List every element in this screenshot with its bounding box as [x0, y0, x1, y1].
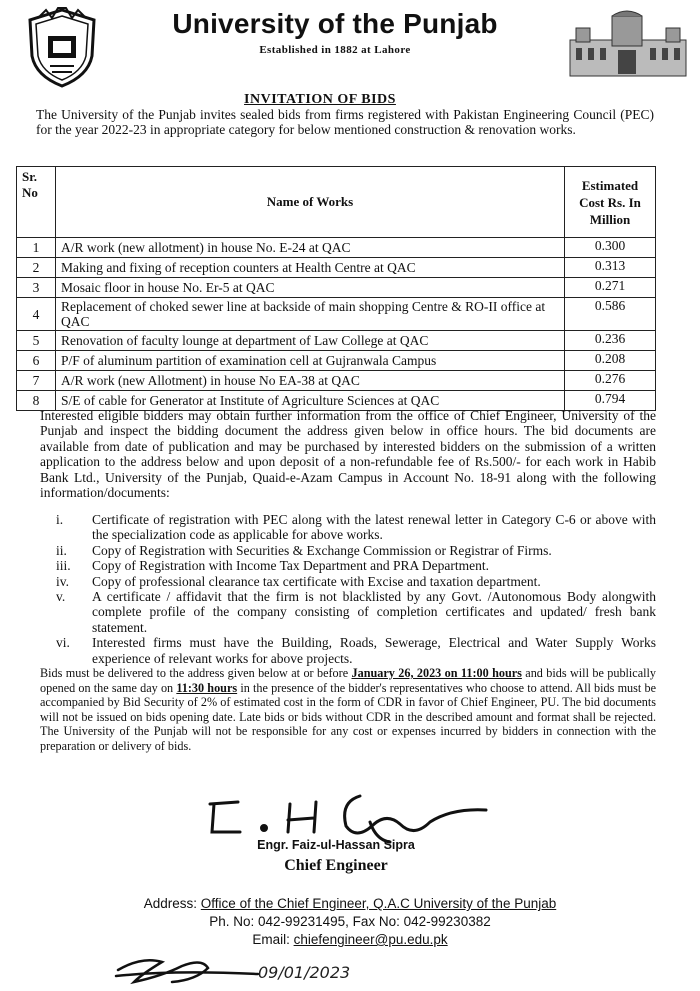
- initials-signature-icon: [112, 952, 262, 988]
- table-row: [17, 371, 656, 391]
- work-name-cell: P/F of aluminum partition of examination cell at Gujranwala Campus: [56, 351, 565, 371]
- sr-cell: 5: [17, 331, 56, 351]
- work-name-cell: A/R work (new allotment) in house No. E-24 at QAC: [56, 238, 565, 258]
- list-item-text: Copy of professional clearance tax certificate with Excise and taxation department.: [92, 573, 541, 589]
- address-block: [110, 895, 590, 949]
- table-row: [17, 278, 656, 298]
- list-item-text: Copy of Registration with Securities & Exchange Commission or Registrar of Firms.: [92, 542, 552, 558]
- list-item-number: ii.: [56, 542, 67, 558]
- requirements-list: [40, 512, 656, 666]
- phone-fax-line: Ph. No: 042-99231495, Fax No: 042-99230382: [209, 914, 491, 929]
- cost-cell: 0.276: [565, 371, 656, 391]
- address-label: Address:: [143, 896, 201, 911]
- sr-cell: 2: [17, 258, 56, 278]
- list-item-number: iii.: [56, 558, 71, 574]
- work-name-cell: Making and fixing of reception counters at Health Centre at QAC: [56, 258, 565, 278]
- list-item: [40, 589, 656, 635]
- list-item: [40, 635, 656, 666]
- closing-text-part2: and bids will be publically opened on the same day on: [40, 666, 656, 695]
- intro-paragraph: The University of the Punjab invites sealed bids from firms registered with Pakistan Engineering Council (PEC) for the year 2022-23 in appropriate category for below mentioned construction & renovation works.: [36, 107, 654, 137]
- list-item-number: iv.: [56, 573, 69, 589]
- address-line: [110, 895, 590, 913]
- list-item-number: v.: [56, 589, 66, 605]
- table-row: [17, 331, 656, 351]
- cost-cell: 0.208: [565, 351, 656, 371]
- deadline-text: January 26, 2023 on 11:00 hours: [351, 666, 522, 680]
- list-item: [40, 512, 656, 543]
- university-title: University of the Punjab: [172, 8, 498, 39]
- list-item: [40, 543, 656, 558]
- sr-cell: 8: [17, 391, 56, 411]
- estimated-cost-header: Estimated Cost Rs. In Million: [565, 167, 656, 238]
- work-name-cell: S/E of cable for Generator at Institute of Agriculture Sciences at QAC: [56, 391, 565, 411]
- cost-cell: 0.586: [565, 298, 656, 331]
- email-line: [110, 931, 590, 949]
- invitation-title: INVITATION OF BIDS: [244, 92, 396, 107]
- opening-time-text: 11:30 hours: [176, 680, 238, 695]
- table-row: [17, 238, 656, 258]
- sr-cell: 1: [17, 238, 56, 258]
- cost-cell: 0.300: [565, 238, 656, 258]
- cost-cell: 0.794: [565, 391, 656, 411]
- work-name-cell: Renovation of faculty lounge at department of Law College at QAC: [56, 331, 565, 351]
- work-name-cell: Replacement of choked sewer line at backside of main shopping Centre & RO-II office at QAC: [56, 298, 565, 331]
- email-label: Email:: [252, 932, 294, 947]
- list-item: [40, 558, 656, 573]
- table-header-row: [17, 167, 656, 238]
- sr-cell: 6: [17, 351, 56, 371]
- closing-text-part1: Bids must be delivered to the address given below at or before: [40, 666, 352, 680]
- bidding-info-paragraph: Interested eligible bidders may obtain further information from the office of Chief Engineer, University of the Punjab and inspect the bidding document the address given below in office hours. The bid documents are available from date of publication and may be purchased by interested bidders on the submission of a written application to the address below and upon deposit of a non-refundable fee of Rs.500/- for each work in Habib Bank Ltd., University of the Punjab, Quaid-e-Azam Campus in Account No. 18-91 along with the following information/documents:: [40, 408, 656, 501]
- list-item-number: vi.: [56, 635, 70, 651]
- list-item: [40, 574, 656, 589]
- sr-cell: 4: [17, 298, 56, 331]
- signatory-title: Chief Engineer: [284, 857, 388, 874]
- name-of-works-header: Name of Works: [56, 167, 565, 238]
- closing-text-part3: in the presence of the bidder's representatives who choose to attend. All bids must be accompanied by Bid Security of 2% of estimated cost in the form of CDR in favor of Chief Engineer, PU. The bid documents will not be issued on bids opening date. Late bids or bids without CDR in the described amount and format shall be rejected. The University of the Punjab will not be responsible for any cost or expenses incurred by bidders in connection with the preparation or delivery of bids.: [40, 680, 656, 753]
- closing-paragraph: [40, 666, 656, 754]
- email-link[interactable]: chiefengineer@pu.edu.pk: [293, 932, 448, 947]
- list-item-text: Certificate of registration with PEC along with the latest renewal letter in Category C-6 or above with the specialization code as applicable for above works.: [92, 512, 656, 543]
- work-name-cell: Mosaic floor in house No. Er-5 at QAC: [56, 278, 565, 298]
- letterhead: [0, 0, 700, 90]
- sr-cell: 7: [17, 371, 56, 391]
- table-row: [17, 258, 656, 278]
- works-table: [16, 166, 656, 411]
- sr-no-header: Sr. No: [17, 167, 56, 238]
- university-crest-icon: [22, 6, 102, 90]
- list-item-number: i.: [56, 512, 64, 527]
- handwritten-date: 09/01/2023: [258, 963, 351, 982]
- cost-cell: 0.313: [565, 258, 656, 278]
- table-row: [17, 351, 656, 371]
- work-name-cell: A/R work (new Allotment) in house No EA-38 at QAC: [56, 371, 565, 391]
- list-item-text: Copy of Registration with Income Tax Department and PRA Department.: [92, 558, 489, 574]
- university-subtitle: Established in 1882 at Lahore: [259, 44, 411, 56]
- sr-cell: 3: [17, 278, 56, 298]
- cost-cell: 0.271: [565, 278, 656, 298]
- table-row: [17, 298, 656, 331]
- cost-cell: 0.236: [565, 331, 656, 351]
- list-item-text: Interested firms must have the Building, Roads, Sewerage, Electrical and Water Supply Works experience of relevant works for above projects.: [92, 635, 656, 666]
- office-address: Office of the Chief Engineer, Q.A.C University of the Punjab: [200, 896, 557, 911]
- list-item-text: A certificate / affidavit that the firm is not blacklisted by any Govt. /Autonomous Body alongwith complete profile of the company consisting of completion certificates and updated/ fresh bank statement.: [92, 589, 656, 635]
- signatory-name: Engr. Faiz-ul-Hassan Sipra: [257, 838, 415, 852]
- university-building-icon: [566, 10, 690, 78]
